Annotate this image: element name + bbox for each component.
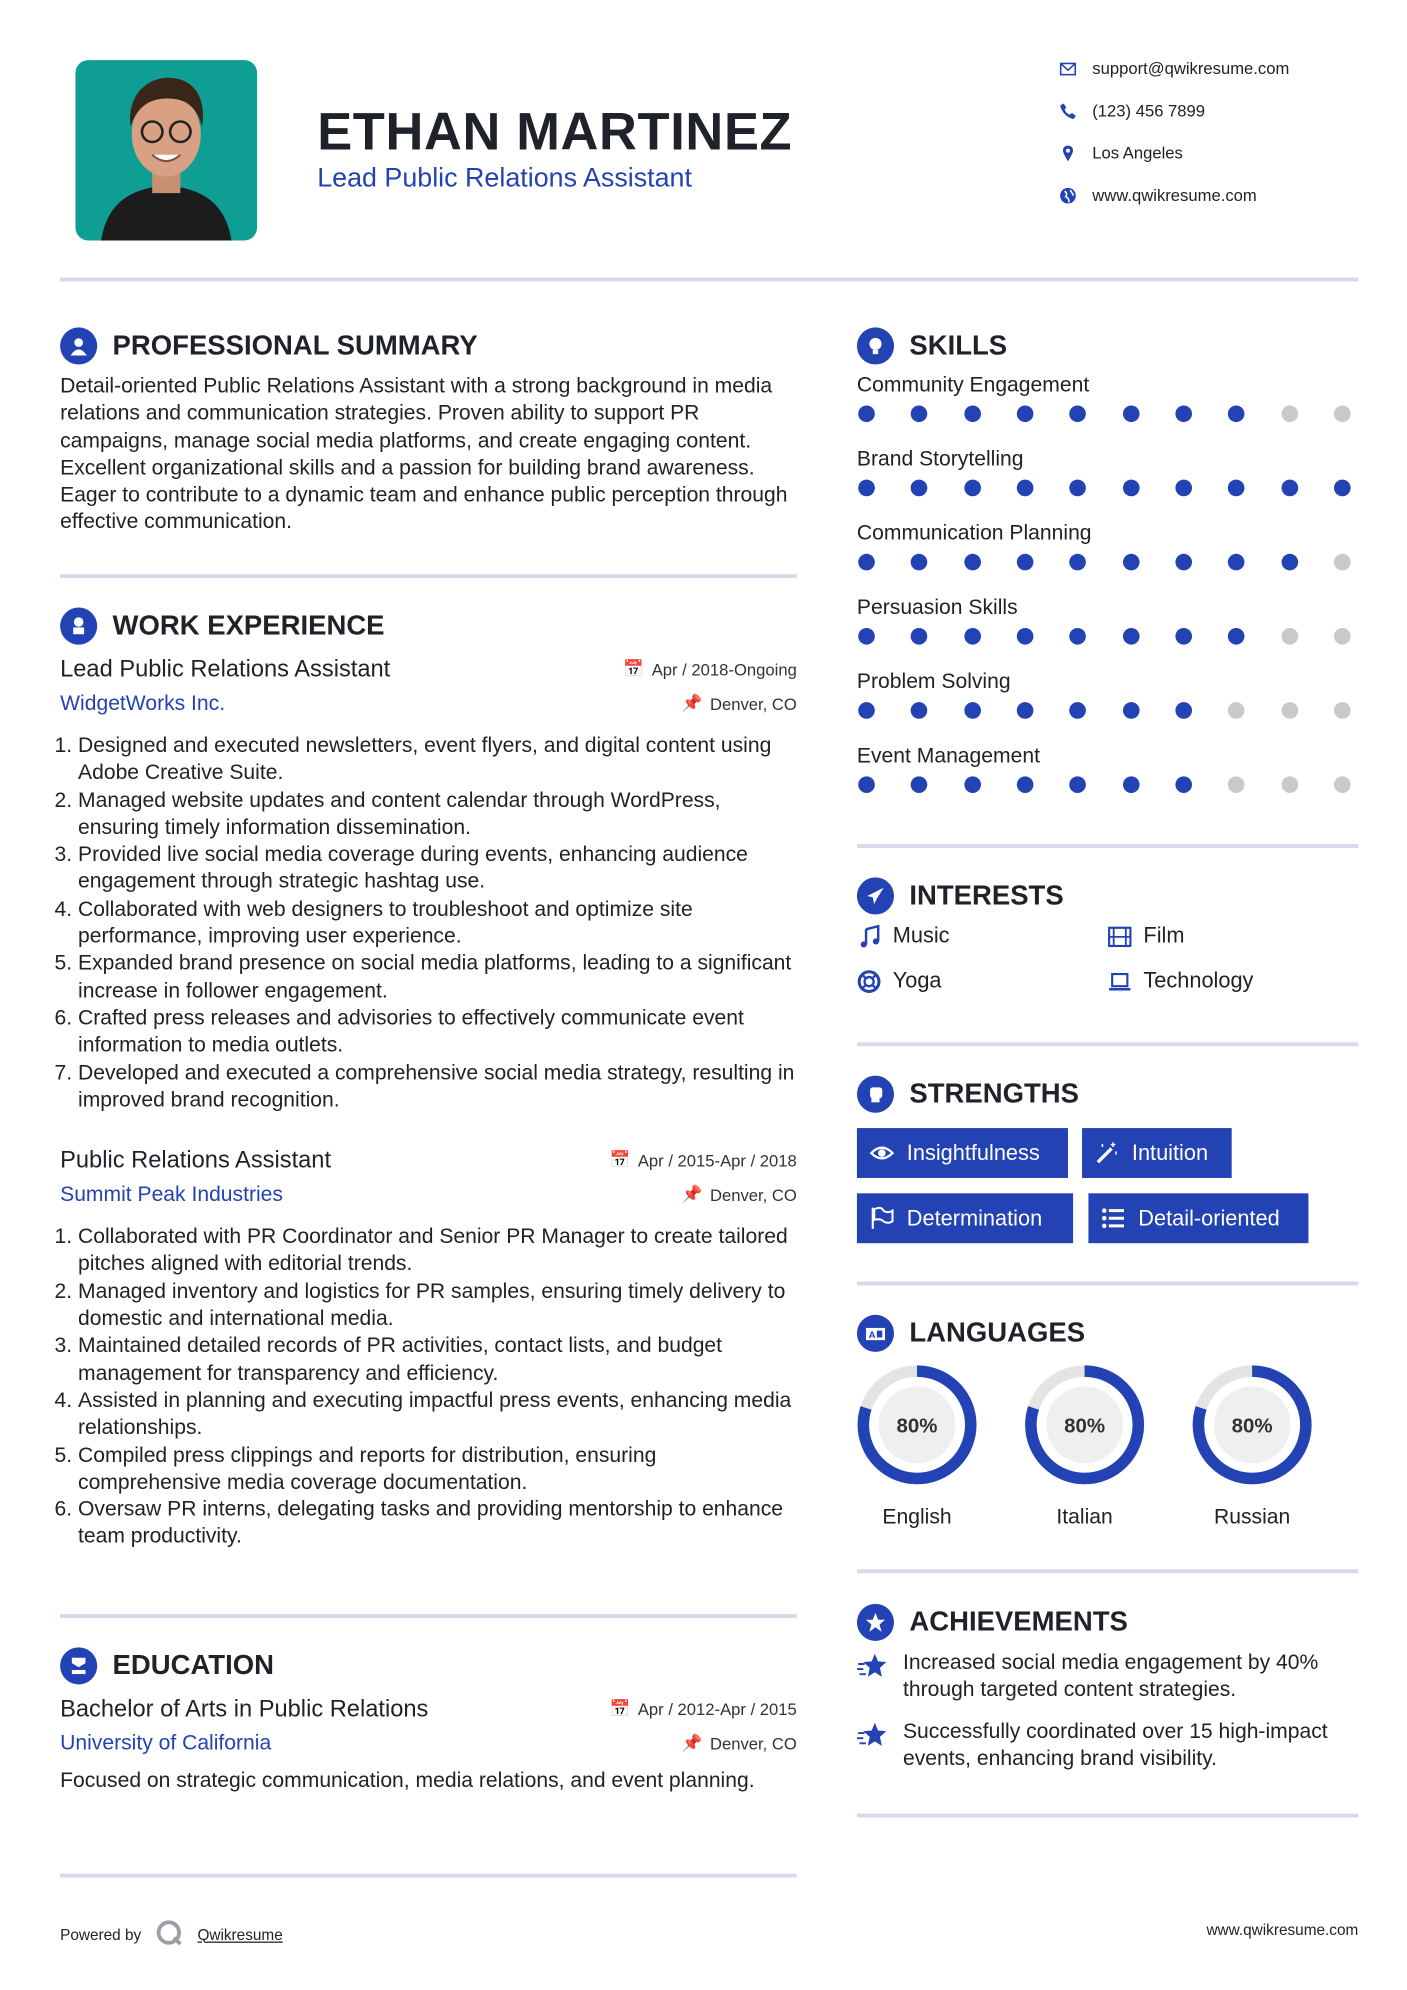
- divider: [857, 1042, 1358, 1046]
- experience-heading-text: WORK EXPERIENCE: [112, 610, 385, 641]
- envelope-icon: [1059, 59, 1077, 77]
- achievements-heading: [857, 1604, 1128, 1641]
- languages-heading: [857, 1315, 1085, 1352]
- strength-badge: [857, 1193, 1073, 1243]
- rating-dot-filled: [1017, 554, 1034, 571]
- interest-label: Film: [1143, 923, 1185, 948]
- interest-yoga: [857, 968, 942, 994]
- skill-item: [857, 744, 1358, 818]
- rating-dot-filled: [964, 405, 981, 422]
- skill-label: Community Engagement: [856, 373, 1090, 397]
- rating-dot-filled: [1070, 628, 1087, 645]
- rating-dot-filled: [964, 554, 981, 571]
- rating-dot-empty: [1228, 776, 1245, 793]
- calendar-icon: 📅: [623, 658, 645, 678]
- rating-dot-filled: [1175, 554, 1192, 571]
- rating-dot-filled: [1017, 405, 1034, 422]
- rating-dot-empty: [1334, 776, 1351, 793]
- music-icon: [857, 924, 881, 948]
- language-name: Italian: [1056, 1505, 1113, 1529]
- strength-label: Determination: [906, 1205, 1043, 1230]
- job-bullet: 1. Collaborated with PR Coordinator and Senior PR Manager to create tailored pitches aligned with editorial trends.: [78, 1224, 797, 1278]
- profile-photo: [75, 60, 257, 240]
- skill-label: Event Management: [856, 744, 1040, 768]
- skill-item: [857, 596, 1358, 670]
- rating-dot-filled: [1228, 405, 1245, 422]
- briefcase-icon: [60, 608, 97, 645]
- skill-label: Brand Storytelling: [856, 447, 1024, 471]
- rating-dot-filled: [1228, 628, 1245, 645]
- languages-heading-text: LANGUAGES: [909, 1317, 1086, 1349]
- achievements-heading-text: ACHIEVEMENTS: [909, 1606, 1128, 1638]
- divider: [60, 278, 1358, 282]
- company-name: Summit Peak Industries: [60, 1182, 283, 1206]
- qwikresume-logo-icon: [154, 1917, 185, 1952]
- interests-heading-text: INTERESTS: [909, 879, 1064, 911]
- phone-icon: [1059, 102, 1077, 120]
- globe-icon: [1059, 186, 1077, 204]
- magic-wand-icon: [1095, 1141, 1119, 1165]
- education-date: [609, 1699, 796, 1719]
- job-date: [623, 659, 797, 679]
- job-bullet: 4. Collaborated with web designers to troubleshoot and optimize site performance, improving user experience.: [78, 896, 797, 950]
- achievement-text: Successfully coordinated over 15 high-impact events, enhancing brand visibility.: [902, 1719, 1328, 1770]
- rating-dot-filled: [964, 628, 981, 645]
- rating-dot-filled: [911, 405, 928, 422]
- contact-location: [1059, 143, 1183, 162]
- education-entry: [60, 1693, 797, 1794]
- rating-dot-filled: [1017, 628, 1034, 645]
- rating-dot-filled: [911, 554, 928, 571]
- divider: [857, 1814, 1358, 1818]
- education-date-text: Apr / 2012-Apr / 2015: [637, 1699, 797, 1719]
- rating-dot-filled: [1070, 776, 1087, 793]
- list-icon: [1101, 1206, 1125, 1230]
- job-bullet: 3. Maintained detailed records of PR activities, contact lists, and budget management for transparency and efficiency.: [78, 1333, 797, 1387]
- pin-icon: 📌: [681, 693, 703, 713]
- language-name: Russian: [1214, 1505, 1291, 1529]
- job-date: [609, 1150, 796, 1170]
- skill-rating: [858, 776, 1350, 793]
- flag-icon: [870, 1206, 894, 1230]
- rating-dot-filled: [1228, 554, 1245, 571]
- rating-dot-filled: [1281, 480, 1298, 497]
- calendar-icon: 📅: [609, 1150, 631, 1170]
- lightbulb-icon: [857, 327, 894, 364]
- company-name: WidgetWorks Inc.: [60, 691, 226, 715]
- job-bullet: 4. Assisted in planning and executing impactful press events, enhancing media relationships.: [78, 1388, 797, 1442]
- language-ring: [853, 1361, 981, 1489]
- job-bullets: [60, 733, 797, 1114]
- rating-dot-empty: [1281, 702, 1298, 719]
- footer-powered: [60, 1917, 283, 1952]
- laptop-icon: [1108, 969, 1132, 993]
- graduation-icon: [60, 1647, 97, 1684]
- rating-dot-empty: [1281, 776, 1298, 793]
- film-icon: [1108, 924, 1132, 948]
- job-bullet: 1. Designed and executed newsletters, event flyers, and digital content using Adobe Creative Suite.: [78, 733, 797, 787]
- svg-text:A: A: [868, 1330, 876, 1342]
- job-entry: [60, 1145, 797, 1551]
- rating-dot-empty: [1334, 405, 1351, 422]
- language-list: [853, 1361, 1316, 1530]
- contact-location-text: Los Angeles: [1092, 143, 1183, 163]
- rating-dot-filled: [1175, 702, 1192, 719]
- contact-website[interactable]: [1059, 185, 1257, 204]
- language-item: [1188, 1361, 1316, 1530]
- job-location-text: Denver, CO: [709, 693, 797, 714]
- contact-phone[interactable]: [1059, 101, 1205, 120]
- strength-label: Intuition: [1131, 1140, 1209, 1165]
- strengths-heading-text: STRENGTHS: [909, 1078, 1079, 1109]
- divider: [857, 844, 1358, 848]
- divider: [60, 1874, 797, 1878]
- lifebuoy-icon: [857, 969, 881, 993]
- job-bullet: 5. Compiled press clippings and reports for distribution, ensuring comprehensive media coverage documentation.: [78, 1442, 797, 1496]
- pin-icon: 📌: [681, 1184, 703, 1204]
- skill-item: [857, 670, 1358, 744]
- contact-email-text: support@qwikresume.com: [1092, 58, 1290, 79]
- map-pin-icon: [1059, 144, 1077, 162]
- contact-website-text: www.qwikresume.com: [1092, 185, 1257, 205]
- rating-dot-filled: [964, 702, 981, 719]
- divider: [857, 1569, 1358, 1573]
- education-location: [682, 1733, 797, 1753]
- rating-dot-filled: [1334, 480, 1351, 497]
- qwikresume-link[interactable]: Qwikresume: [197, 1925, 283, 1944]
- rating-dot-filled: [1017, 702, 1034, 719]
- job-bullet: 3. Provided live social media coverage during events, enhancing audience engagement through strategic hashtag use.: [78, 842, 797, 896]
- star-icon: [857, 1652, 888, 1680]
- rating-dot-filled: [858, 702, 875, 719]
- rating-dot-filled: [911, 480, 928, 497]
- footer-url[interactable]: www.qwikresume.com: [1206, 1921, 1359, 1939]
- rating-dot-empty: [1334, 554, 1351, 571]
- rating-dot-filled: [1123, 776, 1140, 793]
- rating-dot-empty: [1228, 702, 1245, 719]
- skill-rating: [858, 628, 1350, 645]
- language-ring: [1021, 1361, 1149, 1489]
- rating-dot-filled: [911, 702, 928, 719]
- job-bullets: [60, 1224, 797, 1551]
- rating-dot-empty: [1334, 702, 1351, 719]
- language-ring: [1188, 1361, 1316, 1489]
- interests-heading: [857, 877, 1064, 914]
- rating-dot-filled: [858, 628, 875, 645]
- rating-dot-empty: [1281, 405, 1298, 422]
- rating-dot-filled: [911, 628, 928, 645]
- rating-dot-filled: [858, 405, 875, 422]
- candidate-name: ETHAN MARTINEZ: [317, 102, 793, 162]
- achievement-item: [857, 1650, 1358, 1704]
- job-bullet: 2. Managed inventory and logistics for PR samples, ensuring timely delivery to domestic and international media.: [78, 1279, 797, 1333]
- language-percent: 80%: [896, 1414, 938, 1438]
- degree: Bachelor of Arts in Public Relations: [60, 1694, 429, 1722]
- interest-film: [1108, 923, 1185, 949]
- job-entry: [60, 654, 797, 1115]
- school: University of California: [60, 1731, 272, 1755]
- rating-dot-filled: [1070, 702, 1087, 719]
- job-bullet: 6. Oversaw PR interns, delegating tasks and providing mentorship to enhance team productivity.: [78, 1497, 797, 1551]
- language-percent: 80%: [1231, 1414, 1273, 1438]
- skill-item: [857, 448, 1358, 522]
- rating-dot-filled: [1017, 776, 1034, 793]
- job-date-text: Apr / 2018-Ongoing: [651, 659, 797, 679]
- rating-dot-filled: [858, 776, 875, 793]
- divider: [60, 1614, 797, 1618]
- candidate-title: Lead Public Relations Assistant: [317, 163, 692, 194]
- job-bullet: 6. Crafted press releases and advisories to effectively communicate event information to media outlets.: [78, 1005, 797, 1059]
- star-badge-icon: [857, 1604, 894, 1641]
- language-item: [853, 1361, 981, 1530]
- job-location: [682, 693, 797, 713]
- rating-dot-filled: [1175, 405, 1192, 422]
- job-title: Lead Public Relations Assistant: [60, 654, 391, 682]
- job-title: Public Relations Assistant: [60, 1146, 332, 1174]
- rating-dot-filled: [1123, 554, 1140, 571]
- education-location-text: Denver, CO: [709, 1733, 797, 1753]
- fist-icon: [857, 1076, 894, 1113]
- rating-dot-filled: [1123, 628, 1140, 645]
- skill-label: Problem Solving: [856, 670, 1011, 694]
- rating-dot-filled: [1123, 480, 1140, 497]
- interest-label: Technology: [1143, 968, 1254, 993]
- job-bullet: 2. Managed website updates and content calendar through WordPress, ensuring timely information dissemination.: [78, 787, 797, 841]
- divider: [857, 1282, 1358, 1286]
- skill-rating: [858, 554, 1350, 571]
- rating-dot-empty: [1334, 628, 1351, 645]
- education-text: Focused on strategic communication, media relations, and event planning.: [60, 1768, 755, 1792]
- rating-dot-filled: [1017, 480, 1034, 497]
- rating-dot-filled: [1123, 702, 1140, 719]
- job-list: [60, 654, 797, 1551]
- rating-dot-filled: [1175, 480, 1192, 497]
- education-heading-text: EDUCATION: [112, 1649, 274, 1681]
- job-bullet: 7. Developed and executed a comprehensive social media strategy, resulting in improved brand recognition.: [78, 1060, 797, 1114]
- calendar-icon: 📅: [609, 1698, 631, 1718]
- rating-dot-filled: [1123, 405, 1140, 422]
- pin-icon: 📌: [681, 1733, 703, 1753]
- job-location-text: Denver, CO: [709, 1185, 797, 1205]
- skill-item: [857, 522, 1358, 596]
- rating-dot-filled: [1070, 405, 1087, 422]
- achievement-item: [857, 1718, 1358, 1772]
- rating-dot-filled: [1070, 480, 1087, 497]
- language-icon: [857, 1315, 894, 1352]
- strengths-heading: [857, 1076, 1079, 1113]
- summary-heading: [60, 327, 478, 364]
- rating-dot-filled: [964, 480, 981, 497]
- education-heading: [60, 1647, 274, 1684]
- strength-badge: [1082, 1128, 1232, 1178]
- strength-badge: [1088, 1193, 1308, 1243]
- strength-label: Insightfulness: [906, 1140, 1040, 1165]
- summary-heading-text: PROFESSIONAL SUMMARY: [112, 329, 478, 361]
- rating-dot-filled: [1175, 776, 1192, 793]
- language-item: [1021, 1361, 1149, 1530]
- contact-phone-text: (123) 456 7899: [1092, 101, 1206, 121]
- divider: [60, 574, 797, 578]
- job-date-text: Apr / 2015-Apr / 2018: [637, 1150, 797, 1170]
- star-icon: [857, 1721, 888, 1749]
- rating-dot-filled: [1070, 554, 1087, 571]
- skill-list: [857, 373, 1358, 818]
- achievement-list: [857, 1650, 1358, 1787]
- eye-icon: [870, 1141, 894, 1165]
- interest-music: [857, 923, 950, 949]
- skill-rating: [858, 702, 1350, 719]
- experience-heading: [60, 608, 384, 645]
- skill-rating: [858, 480, 1350, 497]
- user-icon: [60, 327, 97, 364]
- paper-plane-icon: [857, 877, 894, 914]
- job-bullet: 5. Expanded brand presence on social media platforms, leading to a significant increase in follower engagement.: [78, 951, 797, 1005]
- strength-label: Detail-oriented: [1138, 1205, 1280, 1230]
- summary-text: Detail-oriented Public Relations Assistant with a strong background in media relations and communication strategies. Proven ability to support PR campaigns, manage social media platforms, and create engaging content. Excellent organizational skills and a passion for building brand awareness. Eager to contribute to a dynamic team and enhance public perception through effective communication.: [60, 374, 788, 534]
- rating-dot-filled: [1228, 480, 1245, 497]
- interest-label: Music: [892, 923, 950, 948]
- job-location: [682, 1185, 797, 1205]
- skills-heading-text: SKILLS: [909, 329, 1008, 361]
- language-name: English: [882, 1505, 952, 1529]
- rating-dot-filled: [911, 776, 928, 793]
- contact-email[interactable]: [1059, 59, 1289, 78]
- rating-dot-empty: [1281, 628, 1298, 645]
- rating-dot-filled: [1175, 628, 1192, 645]
- interest-label: Yoga: [892, 968, 942, 993]
- language-percent: 80%: [1064, 1414, 1106, 1438]
- skills-heading: [857, 327, 1007, 364]
- achievement-text: Increased social media engagement by 40% through targeted content strategies.: [902, 1651, 1319, 1702]
- rating-dot-filled: [964, 776, 981, 793]
- rating-dot-filled: [858, 480, 875, 497]
- rating-dot-filled: [1281, 554, 1298, 571]
- skill-label: Persuasion Skills: [856, 596, 1018, 620]
- powered-by-text: Powered by: [60, 1925, 142, 1944]
- skill-item: [857, 373, 1358, 447]
- interest-technology: [1108, 968, 1254, 994]
- rating-dot-filled: [858, 554, 875, 571]
- strength-badge: [857, 1128, 1068, 1178]
- skill-rating: [858, 405, 1350, 422]
- skill-label: Communication Planning: [856, 521, 1092, 545]
